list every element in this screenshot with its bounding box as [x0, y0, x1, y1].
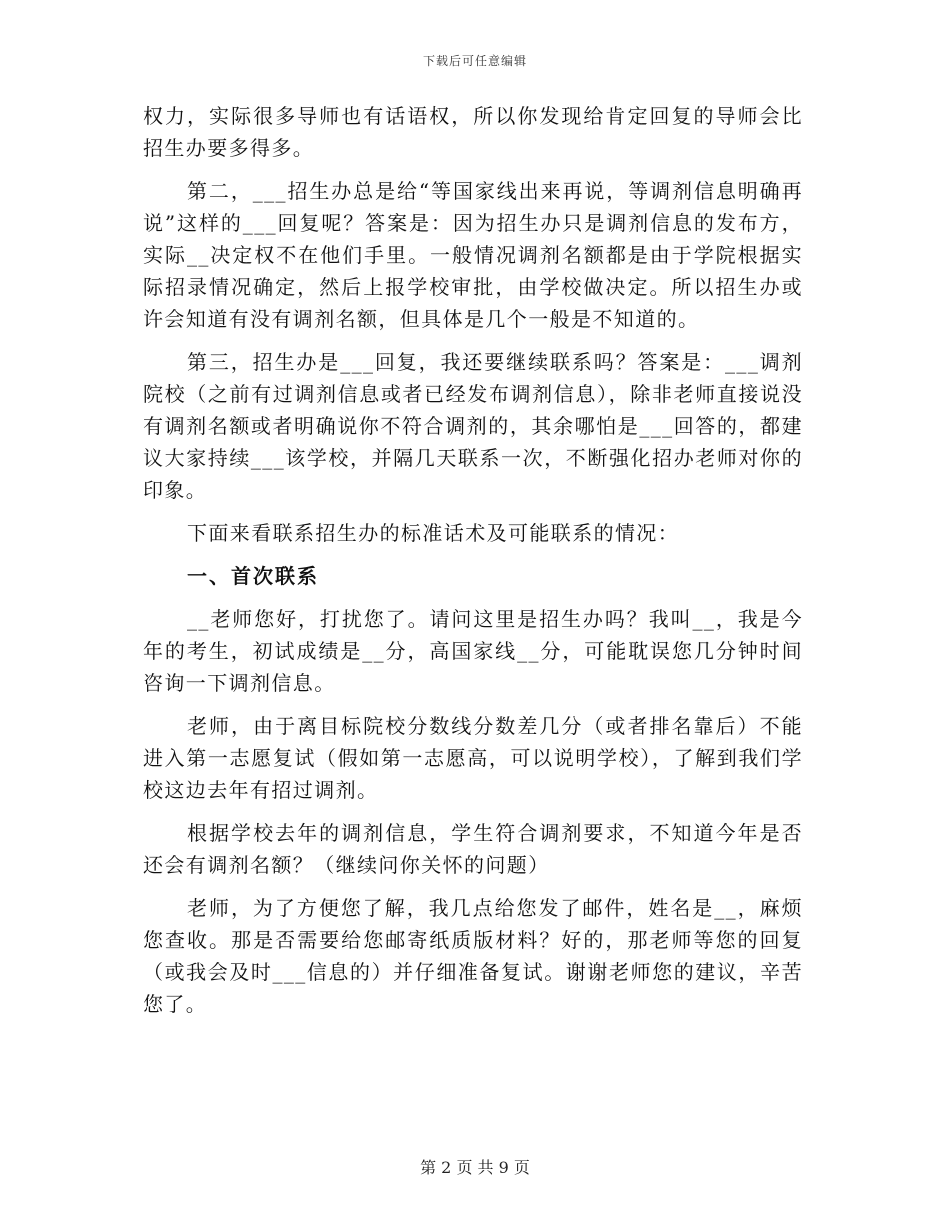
paragraph-second-point: 第二，___招生办总是给“等国家线出来再说，等调剂信息明确再说”这样的___回复呢？答案是：因为招生办只是调剂信息的发布方，实际__决定权不在他们手里。一般情况调剂名额都是由于学院根据实际招录情况确定，然后上报学校审批，由学校做决定。所以招生办或许会知道有没有调剂名额，但具体是几个一般是不知道的。 — [143, 179, 803, 331]
page-header: 下载后可任意编辑 — [422, 54, 527, 68]
paragraph-intro-scripts: 下面来看联系招生办的标准话术及可能联系的情况： — [187, 521, 680, 545]
paragraph-greeting-script: __老师您好，打扰您了。请问这里是招生办吗？我叫__，我是今年的考生，初试成绩是__分，高国家线__分，可能耽误您几分钟时间咨询一下调剂信息。 — [143, 607, 803, 695]
paragraph-email-followup: 老师，为了方便您了解，我几点给您发了邮件，姓名是__，麻烦您查收。那是否需要给您邮寄纸质版材料？好的，那老师等您的回复（或我会及时___信息的）并仔细准备复试。谢谢老师您的建议，辛苦您了。 — [143, 896, 803, 1016]
document-body — [143, 100, 803, 1031]
paragraph-reason-script: 老师，由于离目标院校分数线分数差几分（或者排名靠后）不能进入第一志愿复试（假如第一志愿高，可以说明学校），了解到我们学校这边去年有招过调剂。 — [143, 714, 803, 802]
paragraph-quota-question: 根据学校去年的调剂信息，学生符合调剂要求，不知道今年是否还会有调剂名额？（继续问你关怀的问题） — [143, 821, 803, 877]
section-heading-first-contact: 一、首次联系 — [187, 564, 319, 588]
paragraph-continuation: 权力，实际很多导师也有话语权，所以你发现给肯定回复的导师会比招生办要多得多。 — [143, 104, 803, 160]
paragraph-third-point: 第三，招生办是___回复，我还要继续联系吗？答案是：___调剂院校（之前有过调剂信息或者已经发布调剂信息），除非老师直接说没有调剂名额或者明确说你不符合调剂的，其余哪怕是___回答的，都建议大家持续___该学校，并隔几天联系一次，不断强化招办老师对你的印象。 — [143, 350, 803, 502]
page-number: 第 2 页 共 9 页 — [420, 1158, 530, 1177]
